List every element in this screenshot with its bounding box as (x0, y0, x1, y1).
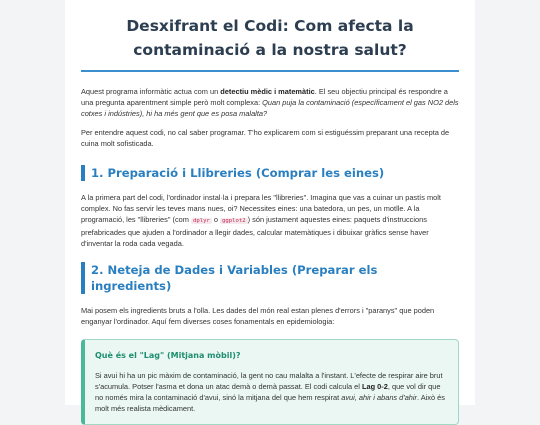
intro-bold: detectiu mèdic i matemàtic (220, 87, 315, 96)
intro-text: Aquest programa informàtic actua com un (81, 87, 221, 96)
section-1-text-b: o (211, 215, 221, 224)
section-1-text-c: ) són justament aquestes eines: paquets d'instruccions prefabricades que ajuden a l'ordinador a llegir dades, calcular matemàtiques i dibuixar gràfics sense haver d'inventar la roda cada vegada. (81, 215, 429, 248)
intro-text-2: . El seu objectiu principal és respondre a una pregunta aparentment simple però molt complexa: (81, 87, 448, 107)
code-ggplot2: ggplot2 (222, 218, 246, 224)
lag-callout (81, 339, 459, 425)
callout-text (95, 370, 448, 414)
callout-bold: Lag 0-2 (361, 382, 388, 391)
callout-italic: avui, ahir i abans d'ahir (341, 393, 418, 402)
callout-text-c: . Això és molt més realista mèdicament. (95, 393, 445, 413)
article (65, 0, 475, 413)
callout-title: Què és el "Lag" (Mitjana mòbil)? (95, 351, 241, 360)
page-title: Desxifrant el Codi: Com afecta la contaminació a la nostra salut? (81, 14, 459, 72)
callout-text-b: , que vol dir que no només mira la contaminació d'avui, sinó la mitjana del que hem respirat (95, 382, 441, 402)
code-dplyr: dplyr (192, 218, 210, 224)
section-2-paragraph: Mai posem els ingredients bruts a l'olla. Les dades del món real estan plenes d'errors i "paranys" que poden enganyar l'ordinador. Aquí fem diverses coses fonamentals en epidemiologia: (81, 306, 435, 326)
callout-text-a: Si avui hi ha un pic màxim de contaminació, la gent no cau malalta a l'instant. L'efecte de respirar aire brut s'acumula. Potser l'asma et dona un atac demà o demà passat. El codi calcula el (95, 371, 443, 391)
section-1-text-a: A la primera part del codi, l'ordinador instal·la i prepara les "llibreries". Imagina que vas a cuinar un pastís molt complex. No fas servir les teves mans nues, oi? Necessites eines: una batedora, un pes, un motlle. A la programació, les "llibreries" (com (81, 193, 441, 224)
intro-paragraph (81, 86, 459, 119)
intro-paragraph-2: Per entendre aquest codi, no cal saber programar. T'ho explicarem com si estiguéssim preparant una recepta de cuina molt sofisticada. (81, 128, 450, 148)
section-heading-1: 1. Preparació i Llibreries (Comprar les eines) (81, 165, 459, 181)
intro-question: Quan puja la contaminació (específicament el gas NO2 dels cotxes i indústries), hi ha més gent que es posa malalta? (81, 98, 459, 118)
section-heading-2: 2. Neteja de Dades i Variables (Preparar els ingredients) (81, 262, 459, 294)
section-1-paragraph (81, 192, 459, 249)
